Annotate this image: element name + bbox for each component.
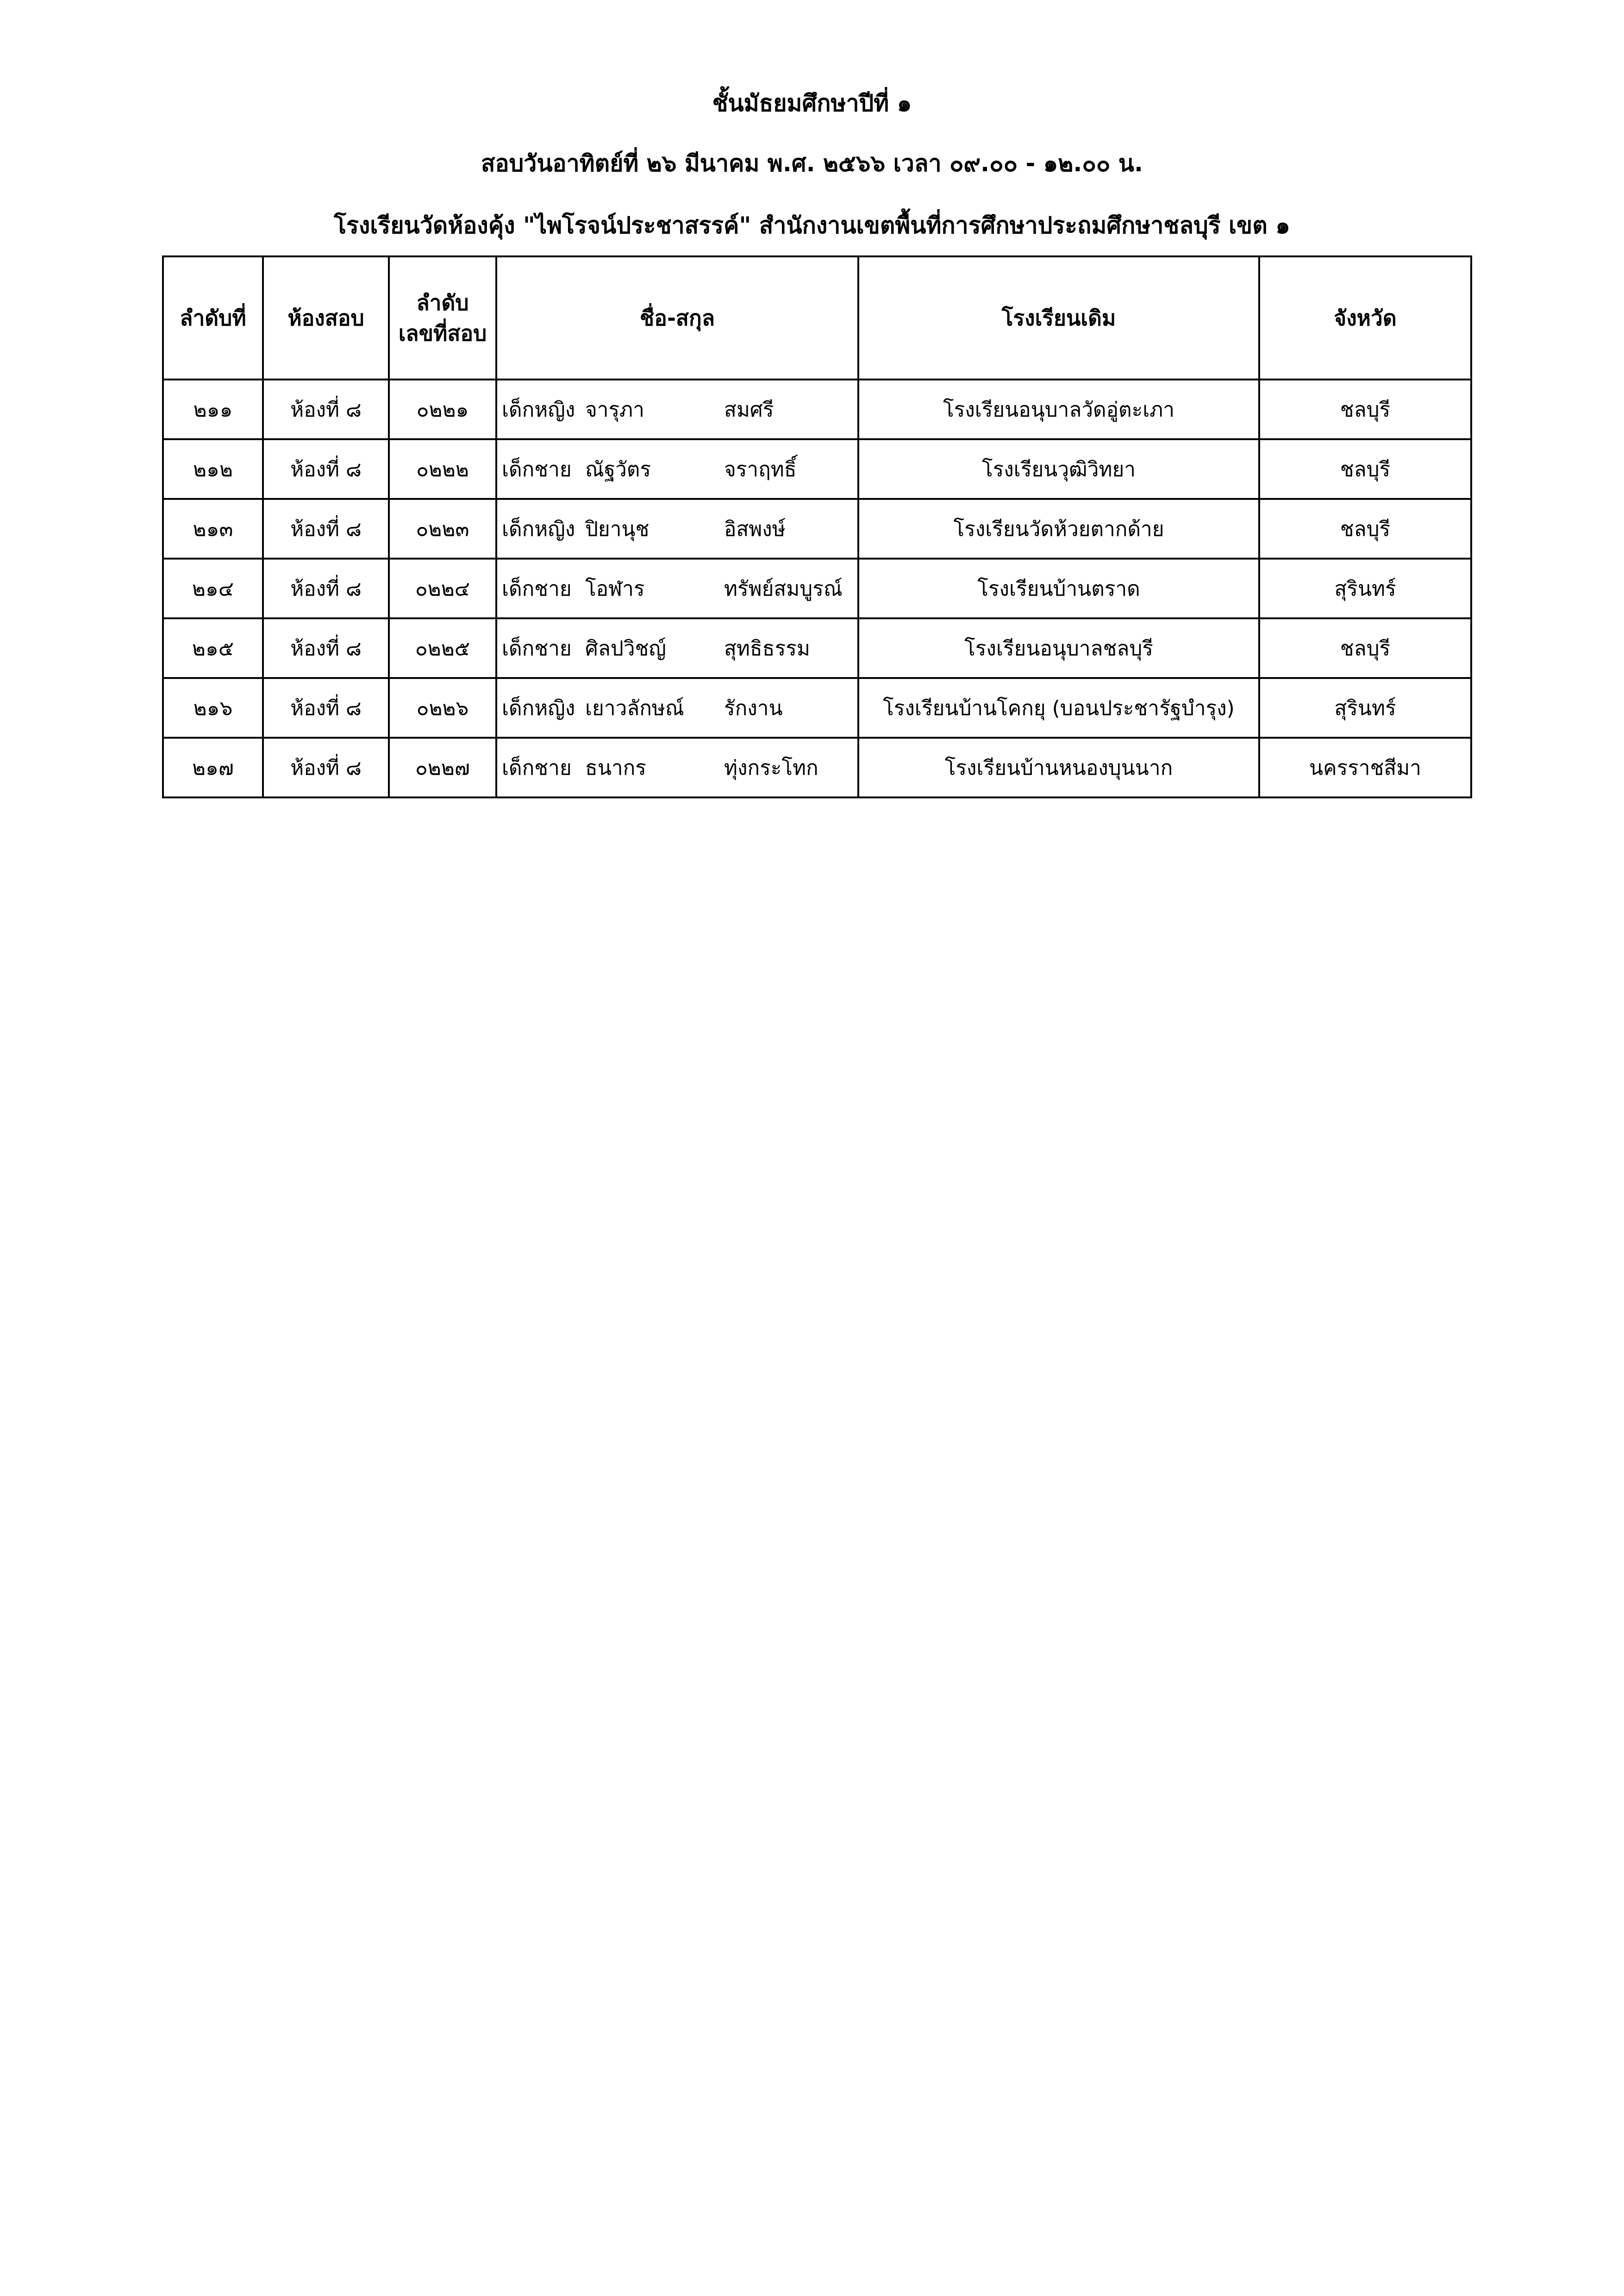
- family-name: รักงาน: [724, 696, 783, 720]
- name-prefix: เด็กชาย: [502, 577, 572, 601]
- cell-room: ห้องที่ ๘: [263, 380, 389, 439]
- cell-province: สุรินทร์: [1259, 559, 1471, 618]
- given-name: ณัฐวัตร: [585, 457, 651, 481]
- cell-province: สุรินทร์: [1259, 678, 1471, 738]
- cell-no: ๒๑๔: [163, 559, 263, 618]
- given-name: โอฬาร: [585, 577, 645, 601]
- cell-province: นครราชสีมา: [1259, 738, 1471, 797]
- cell-name: [496, 499, 858, 559]
- family-name: สุทธิธรรม: [724, 636, 810, 660]
- name-prefix: เด็กหญิง: [502, 517, 575, 541]
- cell-province: ชลบุรี: [1259, 380, 1471, 439]
- cell-no: ๒๑๒: [163, 439, 263, 499]
- table-row: [163, 380, 1471, 439]
- name-prefix: เด็กหญิง: [502, 696, 575, 720]
- cell-room: ห้องที่ ๘: [263, 439, 389, 499]
- table-header-row: [163, 256, 1471, 380]
- family-name: อิสพงษ์: [724, 517, 786, 541]
- table-row: [163, 678, 1471, 738]
- cell-room: ห้องที่ ๘: [263, 499, 389, 559]
- cell-school: โรงเรียนวุฒิวิทยา: [858, 439, 1259, 499]
- cell-name: [496, 439, 858, 499]
- name-prefix: เด็กชาย: [502, 457, 572, 481]
- name-prefix: เด็กหญิง: [502, 398, 575, 422]
- cell-school: โรงเรียนบ้านตราด: [858, 559, 1259, 618]
- cell-room: ห้องที่ ๘: [263, 559, 389, 618]
- given-name: ธนากร: [585, 756, 646, 780]
- header-school: โรงเรียนเดิม: [858, 256, 1259, 380]
- family-name: จราฤทธิ์: [724, 457, 797, 481]
- cell-room: ห้องที่ ๘: [263, 738, 389, 797]
- given-name: ปิยานุช: [585, 517, 650, 541]
- table-row: [163, 439, 1471, 499]
- exam-datetime: สอบวันอาทิตย์ที่ ๒๖ มีนาคม พ.ศ. ๒๕๖๖ เวลา ๐๙.๐๐ - ๑๒.๐๐ น.: [481, 150, 1143, 177]
- cell-school: โรงเรียนอนุบาลชลบุรี: [858, 618, 1259, 678]
- cell-school: โรงเรียนบ้านโคกยุ (บอนประชารัฐบำรุง): [858, 678, 1259, 738]
- cell-no: ๒๑๗: [163, 738, 263, 797]
- cell-no: ๒๑๑: [163, 380, 263, 439]
- cell-seat: ๐๒๒๓: [389, 499, 496, 559]
- cell-province: ชลบุรี: [1259, 439, 1471, 499]
- cell-school: โรงเรียนอนุบาลวัดอู่ตะเภา: [858, 380, 1259, 439]
- family-name: สมศรี: [724, 398, 774, 422]
- cell-seat: ๐๒๒๖: [389, 678, 496, 738]
- cell-seat: ๐๒๒๗: [389, 738, 496, 797]
- cell-seat: ๐๒๒๑: [389, 380, 496, 439]
- cell-name: [496, 678, 858, 738]
- cell-name: [496, 618, 858, 678]
- table-row: [163, 738, 1471, 797]
- header-room: ห้องสอบ: [263, 256, 389, 380]
- cell-name: [496, 559, 858, 618]
- table-row: [163, 559, 1471, 618]
- given-name: เยาวลักษณ์: [585, 696, 684, 720]
- candidate-table: [162, 255, 1472, 798]
- cell-school: โรงเรียนบ้านหนองบุนนาก: [858, 738, 1259, 797]
- cell-room: ห้องที่ ๘: [263, 618, 389, 678]
- cell-seat: ๐๒๒๕: [389, 618, 496, 678]
- header-seat-line2: เลขที่สอบ: [398, 321, 487, 346]
- header-name: ชื่อ-สกุล: [496, 256, 858, 380]
- cell-no: ๒๑๕: [163, 618, 263, 678]
- header-seat: [389, 256, 496, 380]
- header-province: จังหวัด: [1259, 256, 1471, 380]
- given-name: ศิลปวิชญ์: [585, 636, 666, 660]
- header-no: ลำดับที่: [163, 256, 263, 380]
- table-row: [163, 618, 1471, 678]
- cell-name: [496, 380, 858, 439]
- name-prefix: เด็กชาย: [502, 636, 572, 660]
- cell-no: ๒๑๖: [163, 678, 263, 738]
- table-row: [163, 499, 1471, 559]
- cell-province: ชลบุรี: [1259, 618, 1471, 678]
- cell-room: ห้องที่ ๘: [263, 678, 389, 738]
- cell-school: โรงเรียนวัดห้วยตากด้าย: [858, 499, 1259, 559]
- name-prefix: เด็กชาย: [502, 756, 572, 780]
- cell-name: [496, 738, 858, 797]
- family-name: ทรัพย์สมบูรณ์: [724, 577, 843, 601]
- cell-seat: ๐๒๒๒: [389, 439, 496, 499]
- cell-province: ชลบุรี: [1259, 499, 1471, 559]
- header-seat-line1: ลำดับ: [416, 290, 469, 315]
- cell-no: ๒๑๓: [163, 499, 263, 559]
- document-title: ชั้นมัธยมศึกษาปีที่ ๑: [712, 90, 912, 117]
- exam-venue: โรงเรียนวัดห้องคุ้ง "ไพโรจน์ประชาสรรค์" สำนักงานเขตพื้นที่การศึกษาประถมศึกษาชลบุรี เขต ๑: [334, 212, 1290, 239]
- family-name: ทุ่งกระโทก: [724, 756, 818, 780]
- cell-seat: ๐๒๒๔: [389, 559, 496, 618]
- given-name: จารุภา: [585, 398, 644, 422]
